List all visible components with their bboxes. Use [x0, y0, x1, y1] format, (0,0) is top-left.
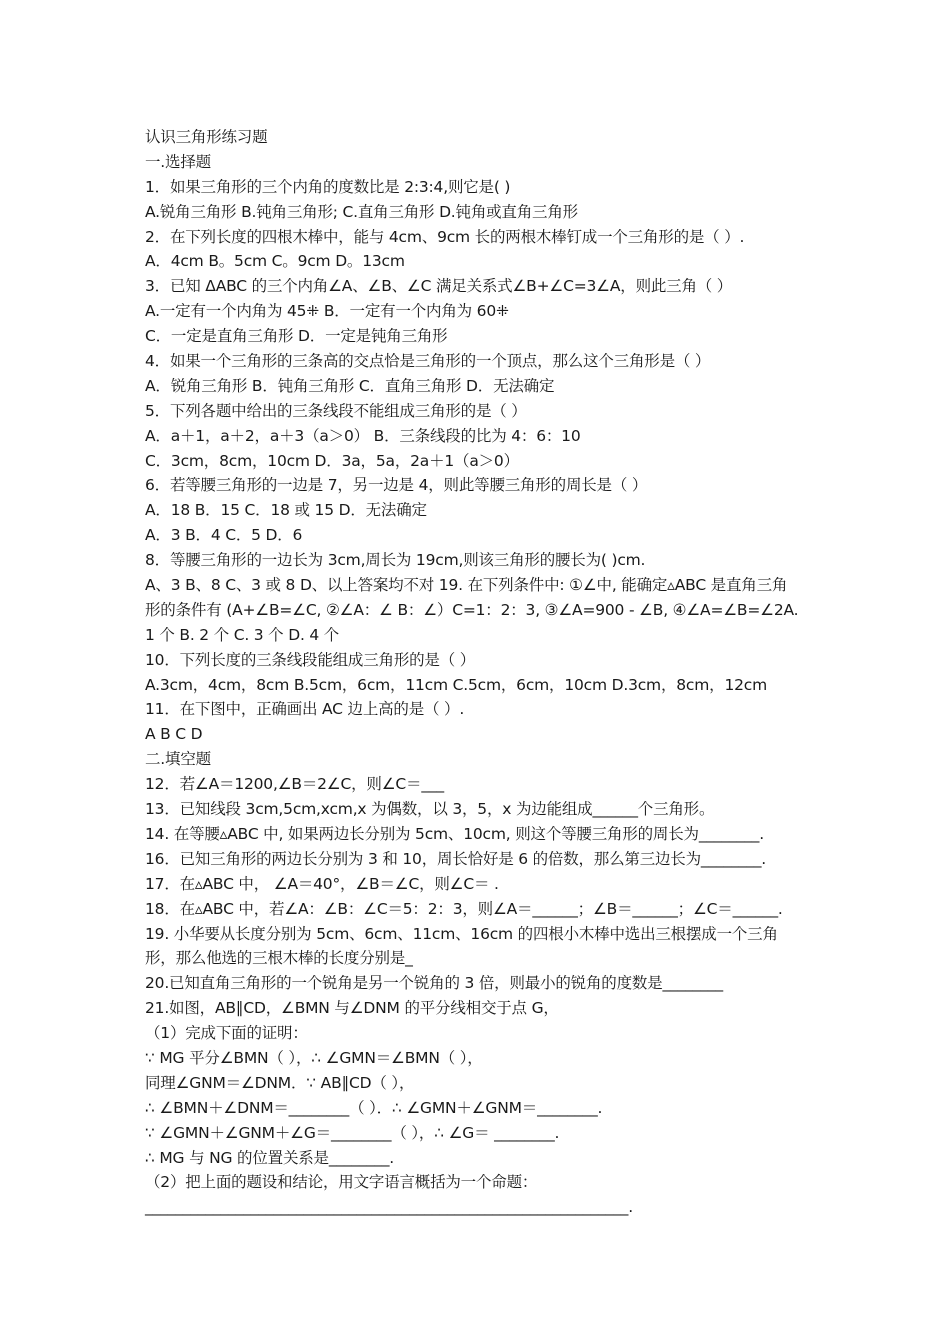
question-line: 4．如果一个三角形的三条高的交点恰是三角形的一个顶点，那么这个三角形是（ ）: [145, 352, 711, 371]
answer-options-line: A．4cm B。5cm C。9cm D。13cm: [145, 252, 405, 271]
question-line: 6．若等腰三角形的一边是 7，另一边是 4，则此等腰三角形的周长是（ ）: [145, 476, 648, 495]
answer-options-line: 1 个 B. 2 个 C. 3 个 D. 4 个: [145, 625, 340, 644]
proof-line: （1）完成下面的证明：: [145, 1024, 308, 1043]
proof-line: （2）把上面的题设和结论，用文字语言概括为一个命题：: [145, 1173, 538, 1192]
question-line: 13．已知线段 3cm,5cm,xcm,x 为偶数，以 3，5，x 为边能组成______个三角形。: [145, 800, 715, 819]
answer-options-line: C．一定是直角三角形 D．一定是钝角三角形: [145, 327, 448, 346]
proof-line: 同理∠GNM＝∠DNM．∵ AB∥CD（ ），: [145, 1073, 415, 1092]
answer-options-line: A．a＋1，a＋2，a＋3（a＞0） B．三条线段的比为 4：6：10: [145, 426, 581, 445]
section-heading-fill: 二.填空题: [145, 750, 211, 769]
answer-blank-line: ________________________________________________________________.: [145, 1198, 633, 1217]
question-line: 形的条件有 (A+∠B=∠C, ②∠A：∠ B：∠）C=1：2：3, ③∠A=900 - ∠B, ④∠A=∠B=∠2A.: [145, 600, 799, 619]
proof-line: ∴ MG 与 NG 的位置关系是________.: [145, 1148, 394, 1167]
answer-options-line: A B C D: [145, 725, 203, 744]
question-line: 8．等腰三角形的一边长为 3cm,周长为 19cm,则该三角形的腰长为( )cm.: [145, 551, 646, 570]
proof-line: ∴ ∠BMN＋∠DNM＝________（ ）．∴ ∠GMN＋∠GNM＝________.: [145, 1098, 603, 1117]
question-line: 3．已知 ΔABC 的三个内角∠A、∠B、∠C 满足关系式∠B+∠C=3∠A，则此三角（ ）: [145, 277, 733, 296]
answer-options-line: A.一定有一个内角为 45⁜ B．一定有一个内角为 60⁜: [145, 302, 509, 321]
answer-options-line: C．3cm，8cm，10cm D．3a，5a，2a＋1（a＞0）: [145, 451, 519, 470]
document-title: 认识三角形练习题: [145, 128, 268, 146]
question-line: 21.如图，AB∥CD，∠BMN 与∠DNM 的平分线相交于点 G，: [145, 999, 559, 1018]
section-heading-choice: 一.选择题: [145, 152, 211, 171]
question-line: 12．若∠A＝1200,∠B＝2∠C，则∠C＝___: [145, 775, 444, 794]
proof-line: ∵ MG 平分∠BMN（ ），∴ ∠GMN＝∠BMN（ ），: [145, 1048, 483, 1067]
question-line: 18．在▵ABC 中，若∠A：∠B：∠C＝5：2：3，则∠A＝______；∠B＝______；∠C＝______.: [145, 899, 783, 918]
question-line: 14. 在等腰▵ABC 中, 如果两边长分别为 5cm、10cm, 则这个等腰三角形的周长为________.: [145, 824, 764, 843]
question-line: 16．已知三角形的两边长分别为 3 和 10，周长恰好是 6 的倍数，那么第三边长为________.: [145, 849, 767, 868]
answer-options-line: A．18 B．15 C．18 或 15 D．无法确定: [145, 501, 427, 520]
answer-options-line: A．3 B．4 C．5 D．6: [145, 526, 303, 545]
question-line: 20.已知直角三角形的一个锐角是另一个锐角的 3 倍，则最小的锐角的度数是________: [145, 974, 723, 993]
answer-options-line: A、3 B、8 C、3 或 8 D、以上答案均不对 19. 在下列条件中: ①∠中, 能确定▵ABC 是直角三角: [145, 576, 788, 595]
proof-line: ∵ ∠GMN＋∠GNM＋∠G＝________（ ），∴ ∠G＝ ________.: [145, 1123, 560, 1142]
answer-options-line: A.锐角三角形 B.钝角三角形; C.直角三角形 D.钝角或直角三角形: [145, 202, 578, 221]
question-line: 17．在▵ABC 中， ∠A＝40°，∠B＝∠C，则∠C＝ .: [145, 874, 499, 893]
question-line: 11．在下图中，正确画出 AC 边上高的是（ ）.: [145, 700, 465, 719]
question-line: 形，那么他选的三根木棒的长度分别是_: [145, 949, 413, 968]
question-line: 5．下列各题中给出的三条线段不能组成三角形的是（ ）: [145, 401, 527, 420]
question-line: 2．在下列长度的四根木棒中，能与 4cm、9cm 长的两根木棒钉成一个三角形的是（ ）.: [145, 227, 745, 246]
answer-options-line: A.3cm，4cm，8cm B.5cm，6cm，11cm C.5cm，6cm，10cm D.3cm，8cm，12cm: [145, 675, 767, 694]
answer-options-line: A．锐角三角形 B．钝角三角形 C．直角三角形 D．无法确定: [145, 376, 555, 395]
question-line: 10．下列长度的三条线段能组成三角形的是（ ）: [145, 650, 476, 669]
question-line: 1．如果三角形的三个内角的度数比是 2:3:4,则它是( ): [145, 177, 511, 196]
question-line: 19. 小华要从长度分别为 5cm、6cm、11cm、16cm 的四根小木棒中选出三根摆成一个三角: [145, 924, 778, 943]
document-page: [145, 125, 825, 1220]
